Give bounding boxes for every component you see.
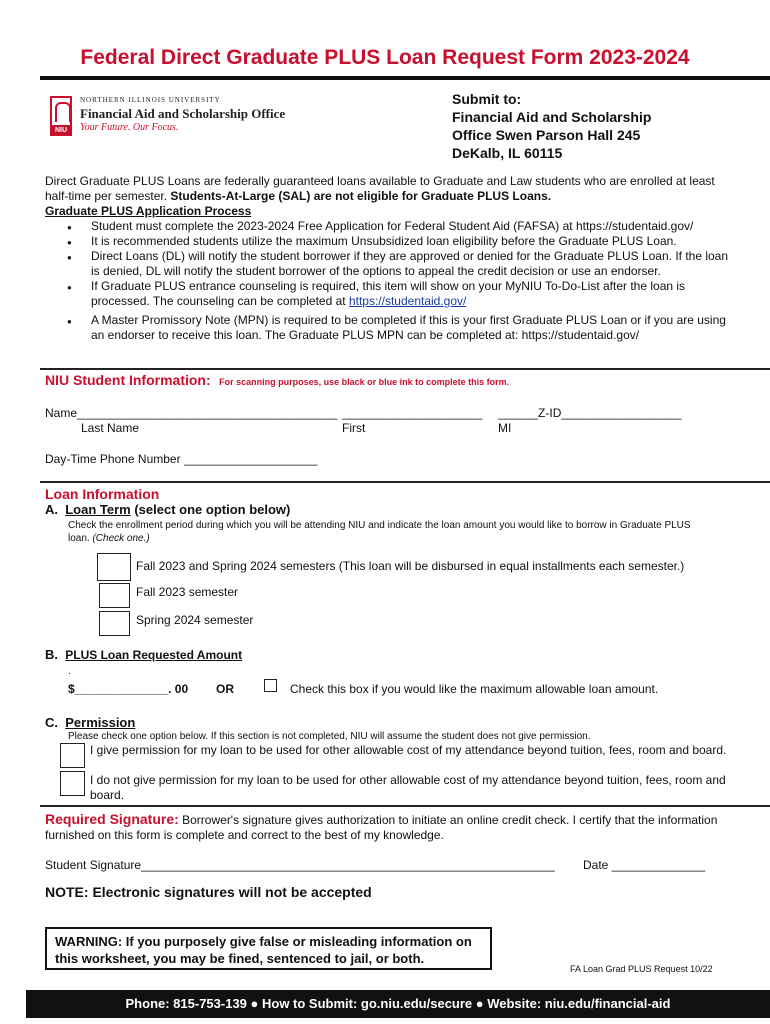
permission-no-label: I do not give permission for my loan to be used for other allowable cost of my attendance beyond tuition, fees, room and board. xyxy=(90,773,726,802)
first-name-field[interactable]: _____________________ xyxy=(342,406,483,420)
divider xyxy=(40,805,770,807)
max-amount-checkbox[interactable] xyxy=(264,679,277,692)
divider xyxy=(40,481,770,483)
logo-abbr: NIU xyxy=(50,125,72,136)
loan-term-desc xyxy=(68,519,708,545)
intro-section xyxy=(45,174,735,343)
loan-term-rest: (select one option below) xyxy=(130,502,291,517)
permission-yes-checkbox[interactable] xyxy=(60,743,85,768)
permission-title: Permission xyxy=(65,715,136,730)
name-row xyxy=(45,406,337,420)
signature-intro xyxy=(45,812,735,843)
intro-text: Direct Graduate PLUS Loans are federally guaranteed loans available to Graduate and Law students who are enrolled at least half-time per semester. xyxy=(45,174,715,203)
section-b-title xyxy=(45,647,242,662)
warning-box: WARNING: If you purposely give false or misleading information on this worksheet, you may be fined, sentenced to jail, or both. xyxy=(45,927,492,970)
title-rule xyxy=(40,76,770,80)
form-title: Federal Direct Graduate PLUS Loan Request Form 2023-2024 xyxy=(80,46,690,69)
submit-line2: Office Swen Parson Hall 245 xyxy=(452,127,641,143)
student-info-header xyxy=(45,372,509,390)
divider xyxy=(40,368,770,370)
process-bullet: ● A Master Promissory Note (MPN) is required to be completed if this is your first Graduate PLUS Loan or if you are using an endorser to receive this loan. The Graduate PLUS MPN can be completed at: https://studentaid.gov/ xyxy=(45,313,735,343)
submit-line1: Financial Aid and Scholarship xyxy=(452,109,652,125)
footer-bar: Phone: 815-753-139 ● How to Submit: go.niu.edu/secure ● Website: niu.edu/financial-aid xyxy=(26,990,770,1018)
first-name-caption: First xyxy=(342,421,366,435)
studentaid-link[interactable]: https://studentaid.gov/ xyxy=(348,294,467,308)
signature-heading: Required Signature: xyxy=(45,811,179,827)
logo-tagline: Your Future. Our Focus. xyxy=(80,122,179,133)
permission-no-checkbox[interactable] xyxy=(60,771,85,796)
process-bullet xyxy=(45,279,735,309)
mi-caption: MI xyxy=(498,421,512,435)
loan-info-heading: Loan Information xyxy=(45,486,160,502)
option-fall-checkbox[interactable] xyxy=(99,583,130,608)
student-signature-field[interactable]: Student Signature______________________________________________________________ xyxy=(45,858,555,872)
bullet-text: If Graduate PLUS entrance counseling is required, this item will show on your MyNIU To-Do-List after the loan is processed. The counseling can be completed at xyxy=(91,279,686,308)
loan-term-text: Check the enrollment period during which you will be attending NIU and indicate the loan amount you would like to borrow in Graduate PLUS loan. xyxy=(68,520,691,544)
name-label: Name xyxy=(45,406,78,420)
stray-dot: . xyxy=(68,666,71,677)
phone-field[interactable]: ____________________ xyxy=(183,452,318,466)
intro-paragraph xyxy=(45,174,735,204)
submit-line3: DeKalb, IL 60115 xyxy=(452,145,563,161)
electronic-signature-note: NOTE: Electronic signatures will not be accepted xyxy=(45,884,372,900)
logo-university: NORTHERN ILLINOIS UNIVERSITY xyxy=(80,96,221,104)
process-heading: Graduate PLUS Application Process xyxy=(45,204,252,218)
last-name-caption: Last Name xyxy=(81,421,140,435)
last-name-field[interactable]: _______________________________________ xyxy=(77,406,338,420)
submit-address xyxy=(452,90,651,162)
process-bullet: ● It is recommended students utilize the maximum Unsubsidized loan eligibility before the Graduate PLUS Loan. xyxy=(45,234,735,249)
section-c-title xyxy=(45,715,135,730)
section-a-title xyxy=(45,502,290,517)
zid-label: Z-ID xyxy=(538,406,562,420)
section-b-prefix: B. xyxy=(45,647,58,662)
niu-logo xyxy=(50,96,310,140)
option-fall-spring-label: Fall 2023 and Spring 2024 semesters (This loan will be disbursed in equal installments each semester.) xyxy=(136,559,685,573)
student-info-heading: NIU Student Information: xyxy=(45,372,211,388)
or-label: OR xyxy=(216,682,234,696)
process-bullet: ● Direct Loans (DL) will notify the student borrower if they are approved or denied for the Graduate PLUS Loan. If the loan is denied, DL will notify the student borrower of the options to appeal the credit decision or use an endorser. xyxy=(45,249,735,279)
sal-notice: Students-At-Large (SAL) are not eligible for Graduate PLUS Loans. xyxy=(170,189,552,203)
option-spring-label: Spring 2024 semester xyxy=(136,613,254,627)
phone-label: Day-Time Phone Number xyxy=(45,452,181,466)
check-one: (Check one.) xyxy=(92,533,150,544)
permission-yes-label: I give permission for my loan to be used for other allowable cost of my attendance beyond tuition, fees, room and board. xyxy=(90,743,727,757)
date-field[interactable]: Date ______________ xyxy=(583,858,706,872)
submit-label: Submit to: xyxy=(452,91,522,107)
amount-field[interactable]: $______________. 00 xyxy=(68,682,189,696)
loan-term-title: Loan Term xyxy=(65,502,131,517)
section-a-prefix: A. xyxy=(45,502,58,517)
max-amount-label: Check this box if you would like the maximum allowable loan amount. xyxy=(290,682,659,696)
amount-title: PLUS Loan Requested Amount xyxy=(65,648,243,662)
option-fall-label: Fall 2023 semester xyxy=(136,585,239,599)
logo-office: Financial Aid and Scholarship Office xyxy=(80,106,286,121)
option-spring-checkbox[interactable] xyxy=(99,611,130,636)
form-id: FA Loan Grad PLUS Request 10/22 xyxy=(570,964,713,974)
ink-note: For scanning purposes, use black or blue ink to complete this form. xyxy=(219,377,510,387)
section-c-prefix: C. xyxy=(45,715,58,730)
permission-desc: Please check one option below. If this section is not completed, NIU will assume the student does not give permission. xyxy=(68,731,591,742)
zid-field[interactable]: __________________ xyxy=(561,406,682,420)
zid-row xyxy=(498,406,682,420)
option-fall-spring-checkbox[interactable] xyxy=(97,553,131,581)
process-bullet: ● Student must complete the 2023-2024 Free Application for Federal Student Aid (FAFSA) at https://studentaid.gov/ xyxy=(45,219,735,234)
signature-text: Borrower's signature gives authorization to initiate an online credit check. I certify that the information furnished on this form is complete and correct to the best of my knowledge. xyxy=(45,813,718,842)
phone-row xyxy=(45,452,317,466)
mi-field[interactable]: ______ xyxy=(498,406,539,420)
